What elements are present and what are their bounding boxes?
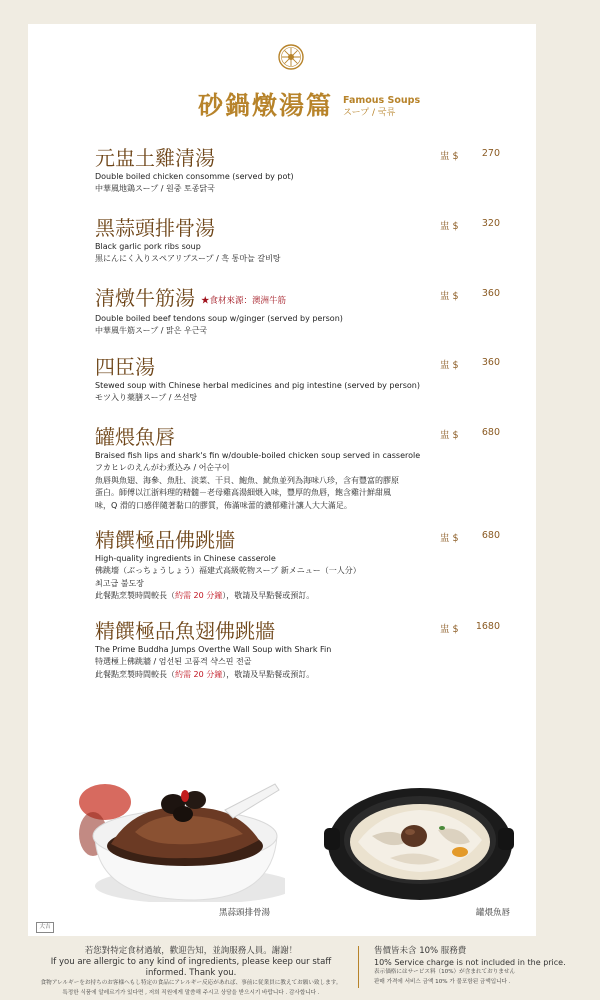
price-unit: 盅 $ [440, 624, 459, 635]
item-price [440, 218, 500, 232]
ingredient-source-tag: ★食材來源：澳洲牛筋 [201, 294, 287, 305]
allergy-notice-jp: 食物アレルギーをお持ちのお客様へもし特定の食品にアレルギー反応があれば、事前に従業員に教えてお願い致します。 [40, 980, 342, 986]
item-english: High-quality ingredients in Chinese casserole [95, 554, 276, 563]
lotus-logo-icon [278, 44, 304, 70]
item-jp-kr: 黒にんにく入りスペアリブスープ / 흑 통마늘 갈비탕 [95, 254, 281, 264]
item-jp-kr: 特選極上佛跳牆 / 엄선된 고품격 샥스핀 전골 [95, 657, 252, 667]
service-charge-notice [374, 946, 594, 987]
note-text: ），敬請及早點餐或預訂。 [222, 669, 315, 679]
cooking-time-note [95, 590, 515, 602]
price-unit: 盅 $ [440, 151, 459, 162]
item-description: 魚唇與魚翅、海參、魚肚、淡菜、干貝、鮑魚、魷魚並列為海味八珍，含有豐富的膠原蛋白。師傅以江浙料理的精髓－老母雞高湯細煨入味，豐厚的魚唇，飽含雞汁鮮甜風味，Q 滑的口感伴隨著黏口的膠質，佈滿味蕾的濃郁雞汁讓人大大滿足。 [95, 475, 399, 510]
item-english: Double boiled chicken consomme (served by pot) [95, 172, 294, 181]
item-title: 罐煨魚唇 [95, 425, 175, 449]
price-unit: 盅 $ [440, 360, 459, 371]
soup-photo-fish-lips [320, 778, 518, 902]
item-price [440, 148, 500, 162]
heading-english: Famous Soups [343, 95, 421, 106]
price-value: 360 [481, 288, 500, 299]
item-price [440, 357, 500, 371]
item-title: 四臣湯 [95, 355, 155, 379]
size-label: 大吉 [36, 922, 54, 933]
item-title: 元盅土雞清湯 [95, 146, 215, 170]
note-text: 此餐點烹製時間較長（ [95, 591, 175, 601]
item-price [440, 621, 500, 635]
item-english: Double boiled beef tendons soup w/ginger (served by person) [95, 313, 343, 323]
note-text: 此餐點烹製時間較長（ [95, 669, 175, 679]
item-title: 黑蒜頭排骨湯 [95, 216, 215, 240]
item-price [440, 530, 500, 544]
item-jp-kr: 中華風牛筋スープ / 맑은 우근국 [95, 325, 208, 335]
service-charge-zh: 售價皆未含 10% 服務費 [374, 946, 467, 956]
item-english: Braised fish lips and shark's fin w/double-boiled chicken soup served in casserole [95, 451, 421, 460]
note-text: ），敬請及早點餐或預訂。 [222, 591, 315, 601]
note-time: 約需 20 分鐘 [175, 591, 223, 601]
soup-photo-pork-ribs [75, 774, 285, 902]
price-unit: 盅 $ [440, 291, 459, 302]
price-value: 1680 [475, 621, 500, 632]
price-unit: 盅 $ [440, 533, 459, 544]
item-korean: 최고급 불도장 [95, 578, 144, 588]
service-charge-kr: 판매 가격에 서비스 금액 10% 가 불포함된 금액입니다 . [374, 979, 511, 985]
service-charge-jp: 表示価格にはサービス料（10%）が含まれておりません [374, 969, 516, 975]
allergy-notice-kr: 특정한 식품에 알레르기가 있다면 , 저희 직원에게 말씀해 주시고 상담을 받으시기 바랍니다 . 감사합니다 . [62, 990, 320, 996]
item-title: 清燉牛筋湯 [95, 286, 195, 310]
cooking-time-note [95, 669, 515, 681]
price-value: 680 [481, 530, 500, 541]
item-price [440, 288, 500, 302]
service-charge-en: 10% Service charge is not included in the price. [374, 958, 566, 967]
price-unit: 盅 $ [440, 430, 459, 441]
price-value: 320 [481, 218, 500, 229]
photo-caption: 罐煨魚唇 [476, 908, 511, 918]
heading-chinese: 砂鍋燉湯篇 [198, 91, 334, 120]
item-jp-kr: 中華風地鶏スープ / 원중 토종닭국 [95, 184, 215, 194]
item-jp-kr: モツ入り薬膳スープ / 쓰선탕 [95, 393, 198, 403]
photo-caption: 黑蒜頭排骨湯 [219, 908, 271, 918]
price-value: 270 [481, 148, 500, 159]
item-english: Black garlic pork ribs soup [95, 242, 201, 251]
section-heading [198, 88, 420, 122]
item-title: 精饌極品佛跳牆 [95, 528, 235, 552]
item-japanese: 佛跳墻（ぶっちょうしょう）福建式高級乾物スープ 新メニュー（一人分） [95, 566, 361, 576]
allergy-notice-en: If you are allergic to any kind of ingredients, please keep our staff informed. Thank you. [50, 957, 332, 978]
item-jp-kr: フカヒレのえんがわ煮込み / 어순구이 [95, 463, 230, 473]
note-time: 約需 20 分鐘 [175, 669, 223, 679]
footer-divider [358, 946, 359, 988]
item-price [440, 427, 500, 441]
item-title: 精饌極品魚翅佛跳牆 [95, 619, 275, 643]
allergy-notice-zh: 若您對特定食材過敏，歡迎告知，並詢服務人員。謝謝！ [84, 946, 298, 956]
price-value: 360 [481, 357, 500, 368]
item-english: The Prime Buddha Jumps Overthe Wall Soup with Shark Fin [95, 645, 332, 654]
price-unit: 盅 $ [440, 221, 459, 232]
allergy-notice [30, 946, 352, 998]
heading-japanese-korean: スープ / 국류 [343, 108, 396, 118]
price-value: 680 [481, 427, 500, 438]
item-english: Stewed soup with Chinese herbal medicines and pig intestine (served by person) [95, 381, 420, 390]
